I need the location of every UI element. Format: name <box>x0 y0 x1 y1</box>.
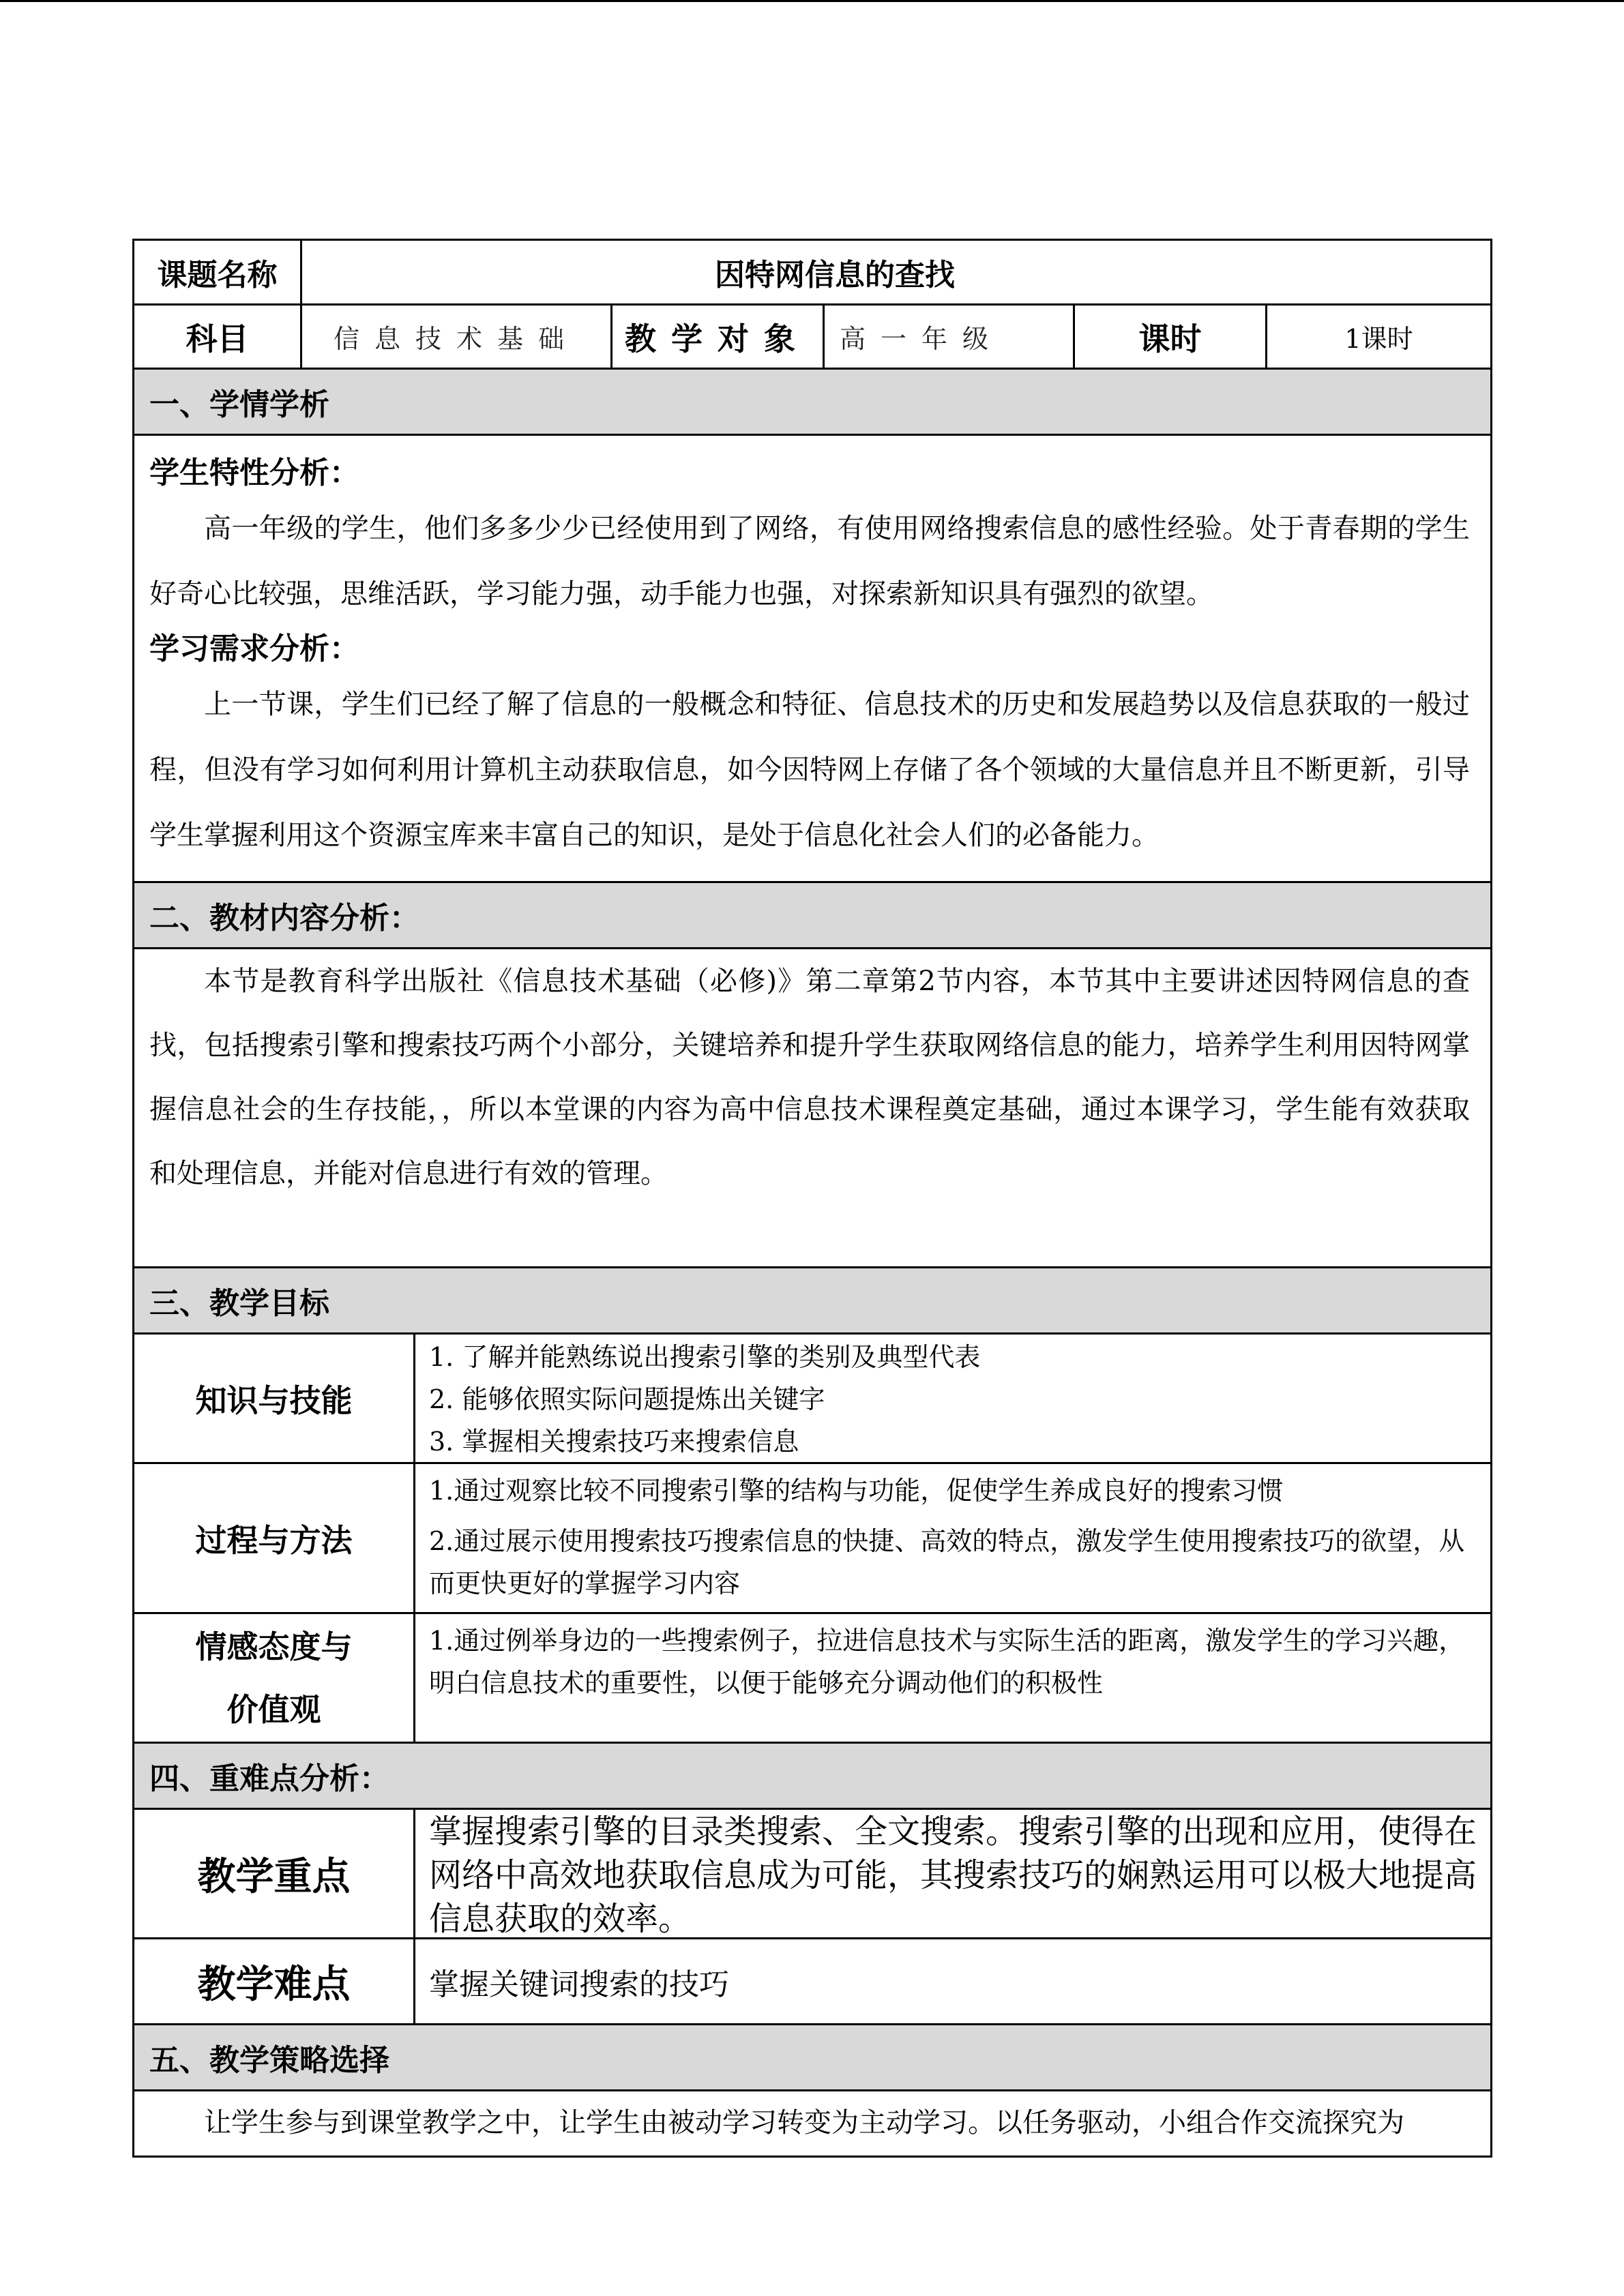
emotion-label-line-1: 情感态度与 <box>195 1628 353 1665</box>
title-value: 因特网信息的查找 <box>715 258 955 293</box>
section-1-body <box>134 436 1490 883</box>
emotion-values-label <box>134 1614 415 1742</box>
title-label: 课题名称 <box>134 241 302 303</box>
section-1-header <box>134 370 1490 436</box>
section-5-title: 五、教学策略选择 <box>134 2025 1490 2089</box>
knowledge-skills-label: 知识与技能 <box>134 1335 415 1462</box>
objective-emotion-row <box>134 1614 1490 1744</box>
focus-row <box>134 1810 1490 1939</box>
emotion-label-line-2: 价值观 <box>226 1690 321 1728</box>
knowledge-skills-list <box>415 1335 1490 1462</box>
process-item-1: 1.通过观察比较不同搜索引擎的结构与功能，促使学生养成良好的搜索习惯 <box>429 1476 1284 1506</box>
section-2-header <box>134 883 1490 949</box>
process-methods-label: 过程与方法 <box>134 1464 415 1612</box>
section-2-body <box>134 949 1490 1268</box>
difficulty-text: 掌握关键词搜索的技巧 <box>429 1967 729 2002</box>
learning-needs-heading: 学习需求分析： <box>149 631 359 666</box>
title-row <box>134 241 1490 305</box>
subject-value: 信息技术基础 <box>302 305 612 368</box>
knowledge-item-3: 3. 掌握相关搜索技巧来搜索信息 <box>429 1427 799 1457</box>
process-methods-list <box>415 1464 1490 1612</box>
objective-knowledge-row <box>134 1335 1490 1464</box>
knowledge-item-2: 2. 能够依照实际问题提炼出关键字 <box>429 1384 825 1414</box>
difficulty-row <box>134 1939 1490 2025</box>
section-2-title: 二、教材内容分析： <box>134 883 1490 947</box>
student-traits-heading: 学生特性分析： <box>149 456 359 490</box>
learning-needs-paragraph: 上一节课，学生们已经了解了信息的一般概念和特征、信息技术的历史和发展趋势以及信息获取的一般过程，但没有学习如何利用计算机主动获取信息，如今因特网上存储了各个领域的大量信息并且不断更新，引导学生掌握利用这个资源宝库来丰富自己的知识，是处于信息化社会人们的必备能力。 <box>149 689 1470 851</box>
knowledge-item-1: 1. 了解并能熟练说出搜索引擎的类别及典型代表 <box>429 1342 981 1372</box>
section-1-title: 一、学情学析 <box>134 370 1490 434</box>
page-top-border <box>0 0 1624 2</box>
objective-process-row <box>134 1464 1490 1614</box>
student-traits-paragraph: 高一年级的学生，他们多多少少已经使用到了网络，有使用网络搜索信息的感性经验。处于青春期的学生好奇心比较强，思维活跃，学习能力强，动手能力也强，对探索新知识具有强烈的欲望。 <box>149 513 1470 610</box>
audience-value: 高一年级 <box>825 305 1075 368</box>
period-label: 课时 <box>1075 305 1267 368</box>
section-5-header <box>134 2025 1490 2091</box>
subject-label: 科目 <box>134 305 302 368</box>
section-4-header <box>134 1744 1490 1810</box>
period-value: 1课时 <box>1344 324 1413 354</box>
focus-label: 教学重点 <box>134 1810 415 1937</box>
section-5-body <box>134 2091 1490 2156</box>
textbook-analysis-paragraph: 本节是教育科学出版社《信息技术基础（必修)》第二章第2节内容，本节其中主要讲述因特网信息的查找，包括搜索引擎和搜索技巧两个小部分，关键培养和提升学生获取网络信息的能力，培养学生利用因特网掌握信息社会的生存技能，，所以本堂课的内容为高中信息技术课程奠定基础，通过本课学习，学生能有效获取和处理信息，并能对信息进行有效的管理。 <box>149 966 1470 1189</box>
section-3-header <box>134 1268 1490 1335</box>
emotion-item-1: 1.通过例举身边的一些搜索例子，拉进信息技术与实际生活的距离，激发学生的学习兴趣，明白信息技术的重要性，以便于能够充分调动他们的积极性 <box>429 1626 1465 1698</box>
lesson-plan-table <box>132 239 1492 2158</box>
focus-text: 掌握搜索引擎的目录类搜索、全文搜索。搜索引擎的出现和应用，使得在网络中高效地获取信息成为可能，其搜索技巧的娴熟运用可以极大地提高信息获取的效率。 <box>429 1813 1477 1938</box>
strategy-paragraph: 让学生参与到课堂教学之中，让学生由被动学习转变为主动学习。以任务驱动，小组合作交流探究为 <box>204 2107 1404 2138</box>
process-item-2: 2.通过展示使用搜索技巧搜索信息的快捷、高效的特点，激发学生使用搜索技巧的欲望，从而更快更好的掌握学习内容 <box>429 1526 1465 1598</box>
section-3-title: 三、教学目标 <box>134 1268 1490 1332</box>
difficulty-label: 教学难点 <box>134 1939 415 2023</box>
emotion-values-list <box>415 1614 1490 1742</box>
audience-label: 教学对象 <box>612 305 825 368</box>
section-4-title: 四、重难点分析： <box>134 1744 1490 1808</box>
meta-row <box>134 305 1490 370</box>
